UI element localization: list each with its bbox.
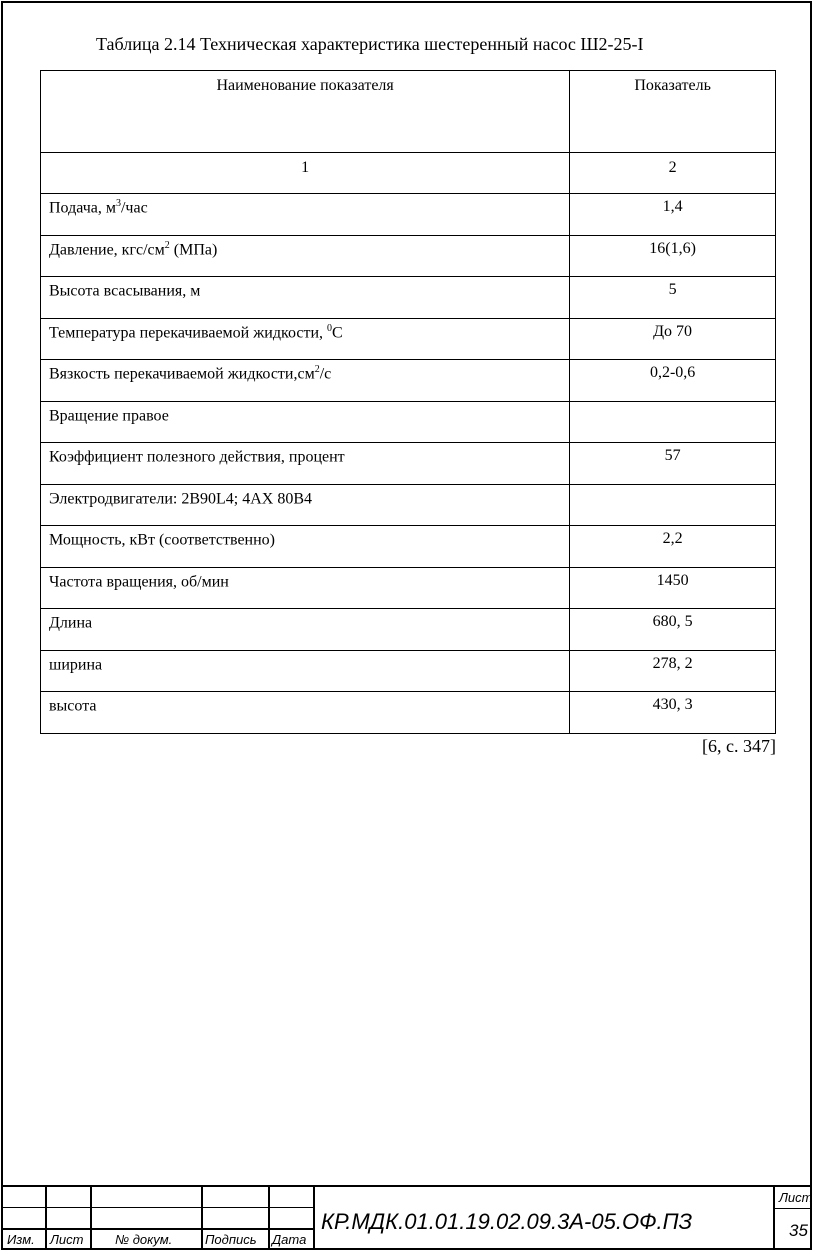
table-row bbox=[41, 692, 776, 734]
parameter-value: 430, 3 bbox=[570, 692, 776, 734]
table-row bbox=[41, 194, 776, 236]
stamp-divider bbox=[313, 1187, 315, 1250]
spec-table bbox=[40, 70, 776, 734]
parameter-name bbox=[41, 401, 570, 443]
sheet-label: Лист bbox=[779, 1190, 813, 1205]
parameter-value: 2,2 bbox=[570, 526, 776, 568]
parameter-value bbox=[570, 484, 776, 526]
parameter-value bbox=[570, 401, 776, 443]
document-code: КР.МДК.01.01.19.02.09.3А-05.ОФ.ПЗ bbox=[321, 1209, 693, 1234]
parameter-name-text: Вязкость перекачиваемой жидкости,см bbox=[49, 365, 315, 383]
parameter-superscript: 2 bbox=[164, 239, 170, 251]
stamp-row-line bbox=[3, 1228, 313, 1230]
parameter-name bbox=[41, 526, 570, 568]
table-row bbox=[41, 235, 776, 277]
parameter-name-suffix: (МПа) bbox=[169, 240, 218, 258]
table-row bbox=[41, 484, 776, 526]
table-row bbox=[41, 567, 776, 609]
stamp-label-sheet: Лист bbox=[50, 1232, 84, 1247]
table-numbering-row bbox=[41, 153, 776, 194]
parameter-name-text: Подача, м bbox=[49, 199, 116, 217]
parameter-superscript: 3 bbox=[115, 198, 121, 209]
parameter-name-text: Вращение правое bbox=[49, 406, 169, 424]
parameter-name-text: Температура перекачиваемой жидкости, bbox=[49, 323, 327, 341]
parameter-name bbox=[41, 443, 570, 485]
stamp-label-date: Дата bbox=[272, 1232, 307, 1247]
stamp-row-line bbox=[773, 1208, 811, 1209]
parameter-name bbox=[41, 360, 570, 402]
parameter-name-text: Частота вращения, об/мин bbox=[49, 572, 229, 590]
parameter-name-suffix: /с bbox=[319, 365, 332, 383]
stamp-divider bbox=[268, 1187, 270, 1250]
sheet-number: 35 bbox=[789, 1221, 808, 1240]
parameter-value: До 70 bbox=[570, 318, 776, 360]
parameter-name-text: Высота всасывания, м bbox=[49, 282, 201, 300]
parameter-value: 1,4 bbox=[570, 194, 776, 236]
source-reference: [6, с. 347] bbox=[702, 736, 776, 756]
table-header-row bbox=[41, 71, 776, 153]
parameter-name-text: Давление, кгс/см bbox=[49, 240, 165, 258]
parameter-name bbox=[41, 609, 570, 651]
parameter-name bbox=[41, 650, 570, 692]
parameter-name-suffix: /час bbox=[120, 199, 148, 217]
parameter-value: 278, 2 bbox=[570, 650, 776, 692]
parameter-name-text: ширина bbox=[49, 655, 103, 673]
table-row bbox=[41, 443, 776, 485]
table-row bbox=[41, 526, 776, 568]
parameter-name bbox=[41, 484, 570, 526]
parameter-value: 1450 bbox=[570, 567, 776, 609]
stamp-label-signature: Подпись bbox=[205, 1232, 257, 1247]
parameter-value: 57 bbox=[570, 443, 776, 485]
parameter-name bbox=[41, 235, 570, 277]
column-number-1: 1 bbox=[41, 153, 570, 194]
parameter-superscript: 2 bbox=[314, 364, 320, 375]
stamp-divider bbox=[90, 1187, 92, 1250]
stamp-divider bbox=[45, 1187, 47, 1250]
stamp-divider bbox=[201, 1187, 203, 1250]
parameter-name-text: Длина bbox=[49, 614, 93, 632]
column-number-2: 2 bbox=[570, 153, 776, 194]
parameter-name bbox=[41, 194, 570, 236]
parameter-name-suffix: С bbox=[332, 323, 343, 341]
parameter-name-text: Коэффициент полезного действия, процент bbox=[49, 448, 345, 466]
parameter-name bbox=[41, 318, 570, 360]
parameter-value: 5 bbox=[570, 277, 776, 319]
parameter-value: 0,2-0,6 bbox=[570, 360, 776, 402]
stamp-label-document: № докум. bbox=[115, 1232, 173, 1247]
table-row bbox=[41, 401, 776, 443]
title-block bbox=[3, 1185, 811, 1250]
table-title: Таблица 2.14 Техническая характеристика шестеренный насос Ш2-25-I bbox=[96, 34, 644, 54]
table-row bbox=[41, 609, 776, 651]
table-row bbox=[41, 650, 776, 692]
parameter-name bbox=[41, 277, 570, 319]
table-row bbox=[41, 318, 776, 360]
table-row bbox=[41, 360, 776, 402]
parameter-name-text: Мощность, кВт (соответственно) bbox=[49, 531, 276, 549]
parameter-superscript: 0 bbox=[327, 322, 332, 334]
parameter-value: 680, 5 bbox=[570, 609, 776, 651]
parameter-value: 16(1,6) bbox=[570, 235, 776, 277]
parameter-name-text: высота bbox=[49, 697, 97, 715]
header-name: Наименование показателя bbox=[41, 71, 570, 153]
stamp-divider bbox=[773, 1187, 775, 1250]
table-row bbox=[41, 277, 776, 319]
parameter-name bbox=[41, 567, 570, 609]
header-value: Показатель bbox=[570, 71, 776, 153]
stamp-label-change: Изм. bbox=[7, 1232, 35, 1247]
stamp-row-line bbox=[3, 1207, 313, 1208]
parameter-name-text: Электродвигатели: 2В90L4; 4АХ 80В4 bbox=[49, 489, 312, 507]
parameter-name bbox=[41, 692, 570, 734]
